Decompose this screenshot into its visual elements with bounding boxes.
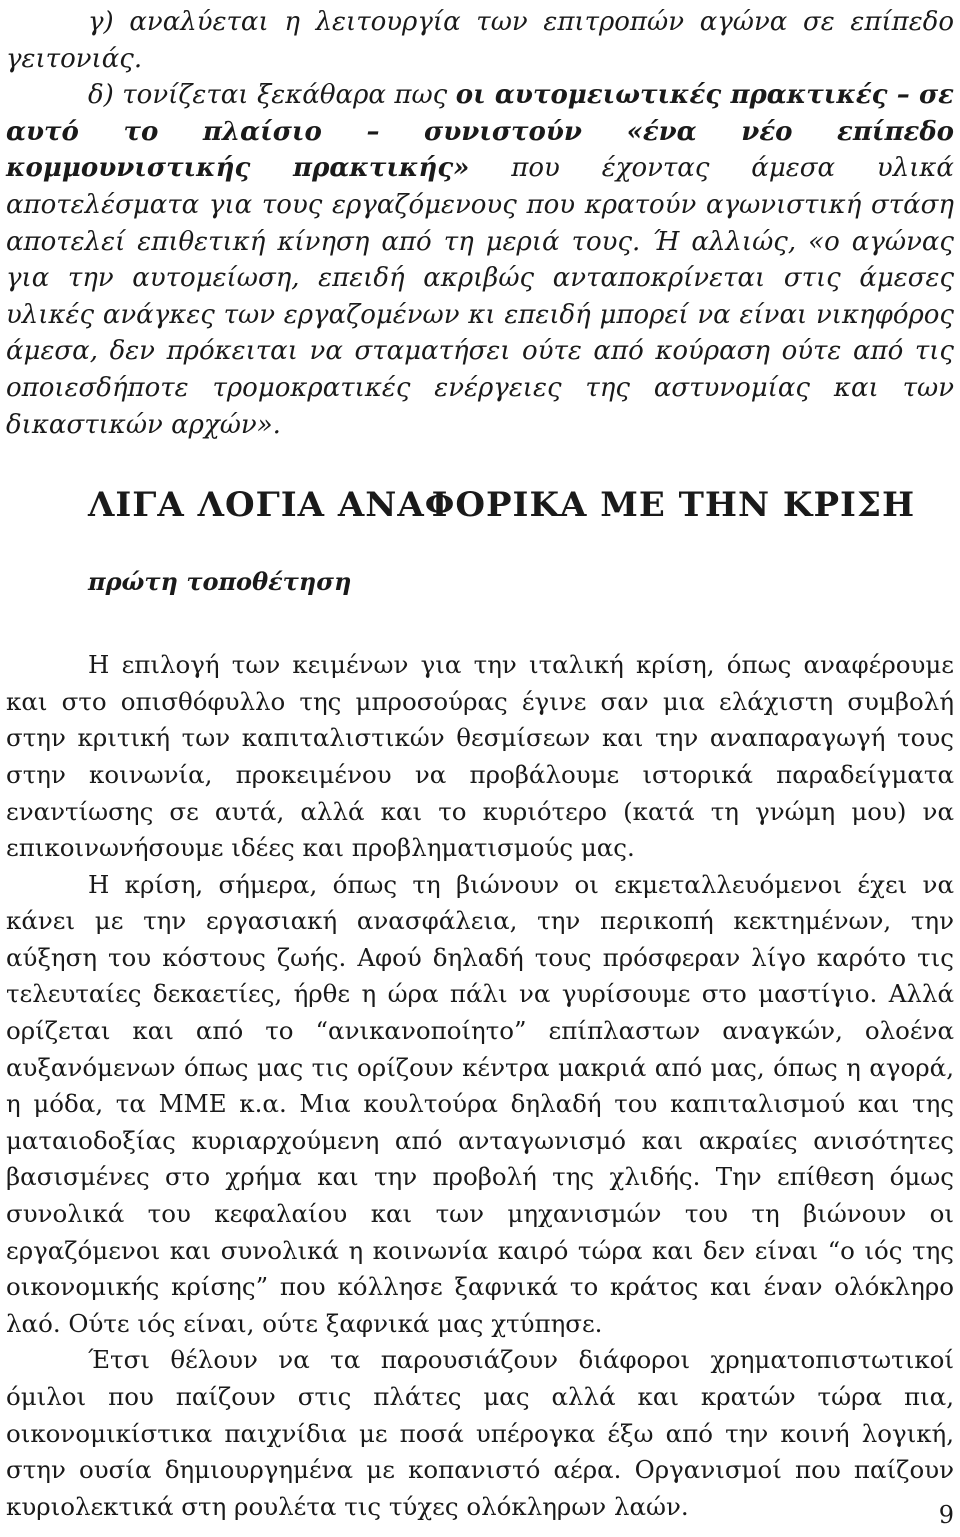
body-paragraph-1: Η επιλογή των κειμένων για την ιταλική κρίση, όπως αναφέρουμε και στο οπισθόφυλλο της μπροσούρας έγινε σαν μια ελάχιστη συμβολή στην κριτική των καπιταλιστικών θεσμίσεων και την αναπαραγωγή τους στην κοινωνία, προκειμένου να προβάλουμε ιστορικά παραδείγματα εναντίωσης σε αυτά, αλλά και το κυριότερο (κατά τη γνώμη μου) να επικοινωνήσουμε ιδέες και προβληματισμούς μας.	[6, 650, 954, 863]
intro-paragraph-d-end: που έχοντας άμεσα υλικά αποτελέσματα για τους εργαζόμενους που κρατούν αγωνιστική στάση αποτελεί επιθετική κίνηση από τη μεριά τους. Ή αλλιώς, «ο αγώνας για την αυτομείωση, επειδή ακριβώς ανταποκρίνεται στις άμεσες υλικές ανάγκες των εργαζομένων κι επειδή μπορεί να είναι νικηφόρος άμεσα, δεν πρόκειται να σταματήσει ούτε από κούραση ούτε από τις οποιεσδήποτε τρομοκρατικές ενέργειες της αστυνομίας και των δικαστικών αρχών».	[6, 153, 954, 440]
section-subheading: πρώτη τοποθέτηση	[88, 567, 352, 597]
intro-paragraph-d	[6, 77, 954, 443]
section-heading: ΛΙΓΑ ΛΟΓΙΑ ΑΝΑΦΟΡΙΚΑ ΜΕ ΤΗΝ ΚΡΙΣΗ	[88, 485, 916, 526]
document-page	[6, 0, 954, 1537]
page-number: 9	[938, 1501, 954, 1529]
intro-paragraph-d-bold: οι αυτομειωτικές πρακτικές – σε αυτό το πλαίσιο – συνιστούν «ένα νέο επίπεδο κομμουνιστικής πρακτικής»	[6, 80, 954, 184]
body-section	[6, 647, 954, 1525]
intro-paragraph-d-start: δ) τονίζεται ξεκάθαρα πως	[88, 80, 456, 111]
body-paragraph-3: Έτσι θέλουν να τα παρουσιάζουν διάφοροι χρηματοπιστωτικοί όμιλοι που παίζουν στις πλάτες μας αλλά και κρατών τώρα πια, οικονομικίστικα παιχνίδια με ποσά υπέρογκα έξω από την κοινή λογική, στην ουσία δημιουργημένα με κοπανιστό αέρα. Οργανισμοί που παίζουν κυριολεκτικά στη ρουλέτα τις τύχες ολόκληρων λαών.	[6, 1345, 954, 1521]
intro-section	[6, 0, 954, 443]
intro-paragraph-g: γ) αναλύεται η λειτουργία των επιτροπών αγώνα σε επίπεδο γειτονιάς.	[6, 7, 954, 74]
body-paragraph-2: Η κρίση, σήμερα, όπως τη βιώνουν οι εκμεταλλευόμενοι έχει να κάνει με την εργασιακή ανασφάλεια, την περικοπή κεκτημένων, την αύξηση του κόστους ζωής. Αφού δηλαδή τους πρόσφεραν λίγο καρότο τις τελευταίες δεκαετίες, ήρθε η ώρα πάλι να γυρίσουμε στο μαστίγιο. Αλλά ορίζεται και από το “ανικανοποίητο” επίπλαστων αναγκών, ολοένα αυξανόμενων όπως μας τις ορίζουν κέντρα μακριά από μας, όπως η αγορά, η μόδα, τα ΜΜΕ κ.α. Μια κουλτούρα δηλαδή του καπιταλισμού και της ματαιοδοξίας κυριαρχούμενη από ανταγωνισμό και ακραίες ανισότητες βασισμένες στο χρήμα και την προβολή της χλιδής. Την επίθεση όμως συνολικά του κεφαλαίου και των μηχανισμών του τη βιώνουν οι εργαζόμενοι και συνολικά η κοινωνία καιρό τώρα και δεν είναι “ο ιός της οικονομικής κρίσης” που κόλλησε ξαφνικά το κράτος και έναν ολόκληρο λαό. Ούτε ιός είναι, ούτε ξαφνικά μας χτύπησε.	[6, 869, 954, 1338]
